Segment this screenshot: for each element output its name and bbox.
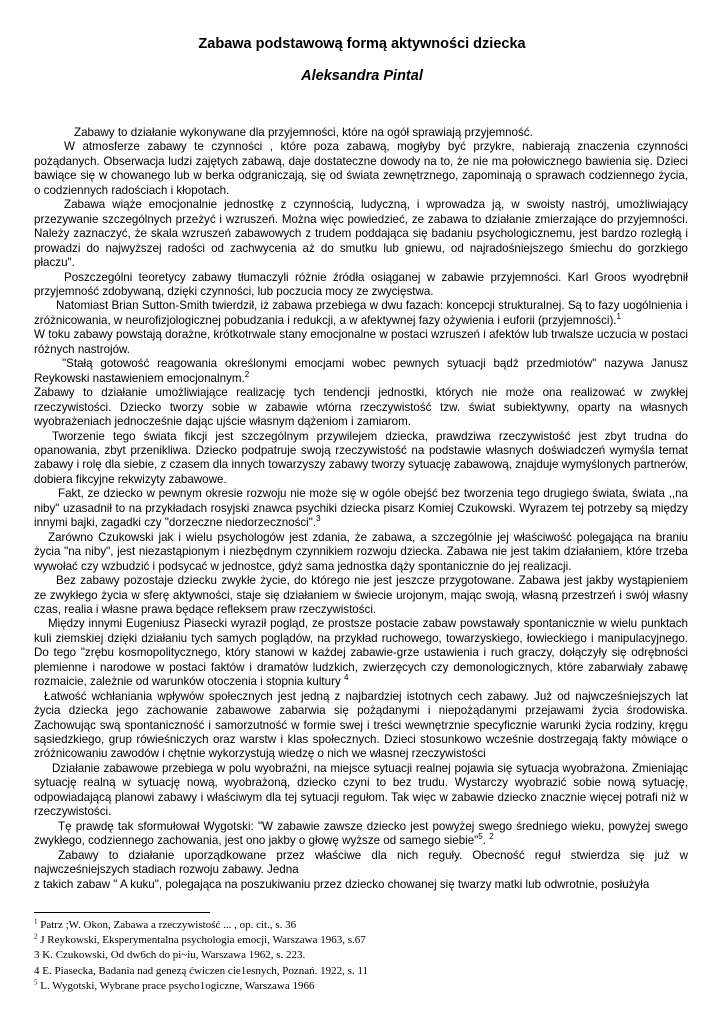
paragraph [34, 487, 688, 530]
paragraph: Zabawa wiąże emocjonalnie jednostkę z czynnością, ludyczną, i wprowadza ją, w swoisty nastrój, umożliwiający przezywanie szczególnych przeżyć i wzruszeń. Można więc powiedzieć, ze zabawa to działanie zmierzające do przyjemności. Należy zaznaczyć, że skala wzruszeń zabawowych z trudem poddająca się badaniu psychologicznemu, jest bardzo rozległą i prowadzi do najwyższej radości od zachwycenia aż do smutku lub gniewu, od najradośniejszego śmiechu do gorzkiego płaczu". [34, 198, 688, 270]
paragraph: Zabawy to działanie uporządkowane przez właściwe dla nich reguły. Obecność reguł stwierdza się już w najwcześniejszych stadiach rozwoju zabawy. Jedna [34, 848, 688, 877]
paragraph-text: Tę prawdę tak sformułował Wygotski: "W zabawie zawsze dziecko jest powyżej swego średniego wieku, powyżej swego zwykłego, codziennego zachowania, jest ono jakby o głowę wyższe od samego siebie" [34, 819, 688, 848]
footnote-text: L. Wygotski, Wybrane prace psycho1ogiczne, Warszawa 1966 [40, 979, 315, 992]
footnote [34, 933, 694, 948]
paragraph: W atmosferze zabawy te czynności , które poza zabawą, mogłyby być przykre, nabierają znaczenia czynności pożądanych. Obserwacja ludzi zajętych zabawą, daje dostateczne dowody na to, że nie ma połowicznego bawienia się. Dzieci bawiące się w chowanego lub w berka odgraniczają, się od świata zewnętrznego, zapominają o sprawach codziennego życia, o codziennych radościach i kłopotach. [34, 140, 688, 197]
paragraph-text: Fakt, ze dziecko w pewnym okresie rozwoju nie może się w ogóle obejść bez tworzenia tego drugiego świata, świata ,,na niby" uzasadnił to na przykładach rosyjski znawca psychiki dziecka pisarz Komiej Czukowski. Wyrazem tej potrzeby są między innymi bajki, zagadki czy "dorzeczne niedorzeczności". [34, 487, 688, 530]
footnote [34, 948, 694, 963]
footnote-text: Patrz ;W. Okon, Zabawa a rzeczywistość ... , op. cit., s. 36 [40, 919, 297, 931]
paragraph: z takich zabaw " A kuku", polegająca na poszukiwaniu przez dziecko chowanej się twarzy matki lub odwrotnie, posłużyła [34, 877, 650, 891]
footnote-text: J Reykowski, Eksperymentalna psychologia emocji, Warszawa 1963, s.67 [40, 934, 366, 947]
footnote-ref: 3 [316, 514, 321, 524]
paragraph-text: "Stałą gotowość reagowania określonymi emocjami wobec pewnych sytuacji bądź przedmiotów" nazywa Janusz Reykowski nastawieniem emocjonalnym. [34, 357, 688, 385]
footnote [34, 918, 694, 933]
paragraph-text: . [482, 834, 486, 848]
paragraph: Tworzenie tego świata fikcji jest szczególnym przywilejem dziecka, prawdziwa rzeczywistość jest zbyt trudna do opanowania, zbyt przenikliwa. Dziecko podpatruje swoją rzeczywistość na podstawie własnych doświadczeń wymyśla temat zabawy i rolę dla siebie, z czasem dla innych towarzyszy zabawy tworzy sytuację zabawową, znajduje wymyślonych partnerów, dobiera fikcyjne rekwizyty zabawowe. [34, 429, 688, 486]
footnote-text: 4 E. Piasecka, Badania nad genezą ćwiczen cie1esnych, Poznań. 1922, s. 11 [34, 964, 369, 977]
footnote-separator [34, 912, 210, 913]
footnote-ref: 2 [489, 832, 494, 842]
paragraph [34, 299, 688, 328]
paragraph: W toku zabawy powstają dorażne, krótkotrwale stany emocjonalne w postaci wzruszeń i afektów lub trwalsze uczucia w postaci różnych nastrojów. [34, 328, 688, 356]
footnote [34, 979, 694, 994]
footnotes [34, 918, 694, 994]
paragraph [34, 357, 688, 386]
paragraph [34, 820, 688, 849]
document-title: Zabawa podstawową formą aktywności dziecka [198, 36, 526, 52]
document-author: Aleksandra Pintal [301, 68, 423, 84]
paragraph: Zabawy to działanie wykonywane dla przyjemności, które na ogół sprawiają przyjemność. [74, 126, 533, 139]
paragraph: Zarówno Czukowski jak i wielu psychologów jest zdania, że zabawa, a szczególnie jej właściwość polegająca na braniu życia "na niby", jest niezastąpionym i niezbędnym czynnikiem rozwoju dziecka. Zabawa nie jest takim działaniem, które trzeba wywołać czy wzbudzić i podsycać w jednostce, gdyż sama jednostka dąży spontanicznie do jej realizacji. [34, 530, 688, 573]
paragraph-text: Między innymi Eugeniusz Piasecki wyraził pogląd, ze prostsze postacie zabaw powstawały spontanicznie w wielu punktach kuli ziemskiej dzięki działaniu tych samych poglądów, na przykład ruchowego, towarzyskiego, łowieckiego i manipulacyjnego. Do tego "zrębu kosmopolitycznego, który stanowi w każdej zabawie-grze ustawienia i ruch graczy, dołączyły się odrębności plemienne i narodowe w postaci faktów i dramatów ludzkich, zwierzęcych czy demonologicznych, które zabarwiały zabawę rozmaicie, zależnie od warunków otoczenia i stopnia kultury [34, 617, 688, 689]
footnote-mark: 2 [34, 932, 38, 941]
paragraph: Działanie zabawowe przebiega w polu wyobraźni, na miejsce sytuacji realnej pojawia się sytuacja wyobrażona. Zmieniając sytuację realną w sytuację nową, wyobrażoną, dziecko czyni to bez trudu. Wystarczy wyobrazić sobie nową sytuację, odpowiadającą planowi zabawy i właściwym dla tej sytuacji regułom. Tak więc w zabawie dziecko znacznie więcej potrafi niż w rzeczywistości. [34, 761, 688, 819]
footnote [34, 964, 694, 979]
document-body [34, 126, 688, 892]
paragraph-text: Natomiast Brian Sutton-Smith twierdził, iż zabawa przebiega w dwu fazach: koncepcji strukturalnej. Są to fazy uogólnienia i zróżnicowania, w neurofizjologicznej pobudzania i redukcji, a w afektywnej fazy ożywienia i euforii (przyjemności). [34, 299, 688, 327]
paragraph: Poszczególni teoretycy zabawy tłumaczyli różnie źródła osiąganej w zabawie przyjemności. Karl Groos wyodrębnił przyjemność zdobywaną, dzięki czynności, lub poczucia mocy ze zwycięstwa. [34, 270, 688, 298]
paragraph: Łatwość wchłaniania wpływów społecznych jest jedną z najbardziej istotnych cech zabawy. Już od najwcześniejszych lat życia dziecka jego zachowanie zabawowe zabarwia się pożądanymi i niepożądanymi przejawami życia środowiska. Zachowując swą spontaniczność i samorzutność w formie swej i treści wewnętrznie specyficznie warunki życia rodziny, kręgu sąsiedzkiego, grup rówieśniczych oraz warstw i klas społecznych. Dzieci stosunkowo wcześnie dostrzegają fakty mówiące o zróżnicowaniu zawodów i chętnie wykorzystują wiedzę o nich we własnej rzeczywistości [34, 689, 688, 761]
footnote-text: 3 K. Czukowski, Od dw6ch do pi~iu, Warszawa 1962, s. 223. [34, 949, 306, 962]
footnote-ref: 4 [343, 673, 349, 683]
paragraph: Bez zabawy pozostaje dziecku zwykłe życie, do którego nie jest jeszcze przygotowane. Zabawa jest jakby wystąpieniem ze zwykłego życia w sferę aktywności, staje się działaniem w świecie urojonym, mając swoją, własną przestrzeń i swój własny czas, realia i własne prawa będące refleksem praw rzeczywistości. [34, 574, 688, 616]
footnote-ref: 5 [478, 832, 483, 842]
footnote-ref: 1 [616, 312, 621, 322]
footnote-mark: 1 [34, 917, 38, 926]
paragraph [34, 617, 688, 689]
footnote-mark: 5 [34, 978, 38, 987]
paragraph: Zabawy to działanie umożliwiające realizację tych tendencji jednostki, których nie może ona realizować w zwykłej rzeczywistości. Dziecko tworzy sobie w zabawie wtórna rzeczywistość tzw. świat subiektywny, oparty na własnych wyobrażeniach jednocześnie dając ujście własnym dążeniom i zamiarom. [34, 386, 688, 429]
footnote-ref: 2 [244, 369, 250, 379]
